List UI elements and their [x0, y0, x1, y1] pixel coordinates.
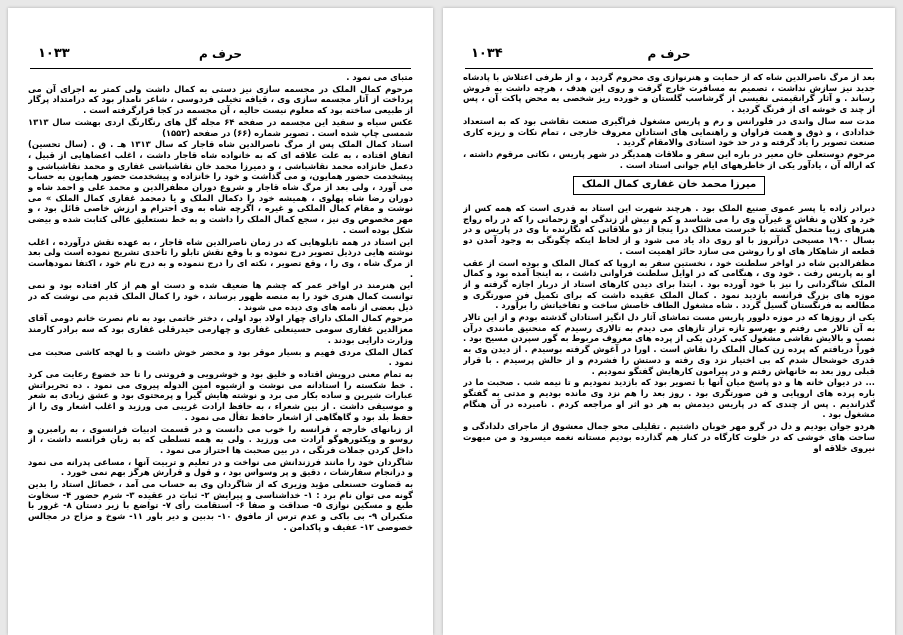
- paragraph: این استاد در همه تابلوهایی که در زمان ناصرالدین شاه قاجار ، به عهده نقش درآورده ، اغلب نوشته هایی درذیل تصویر درج نموده و با وقع نقش تابلو را تاحدی تشریح نموده است ولی بعد از مرگ شاه ، وی را ، وقع تصویر ، نکته ای را درج ننموده و به درج نام خود ، اکتفا نمودهاست .: [28, 236, 413, 279]
- left-page-header: [30, 46, 411, 69]
- paragraph: مرحوم کمال الملک در مجسمه سازی نیز دستی به کمال داشت ولی کمتر به اجرای آن می پرداخت از آثار مجسمه سازی وی ، قیافه تخیلی فردوسی ، شاعر نامدار بود که درامتداد پرگار از طبیعی ساخته بود که معلوم نیست حالیه ، آن مجسمه در کجا قرارگرفته است .: [28, 83, 413, 116]
- left-page-body: [28, 72, 413, 631]
- paragraph: عکس سیاه و سفید این مجسمه در صفحه ۶۴ مجله گل های رنگارنگ اردی بهشت سال ۱۳۱۳ شمسی چاپ شده است . تصویر شماره (۶۶) در صفحه (۱۵۵۲): [28, 116, 413, 138]
- paragraph: این هنرمند در اواخر عمر که چشم ها ضعیف شده و دست او هم از کار افتاده بود و نمی توانست کمال هنری خود را به منصه ظهور برساند ، خود را کمال الملک قدیم می نوشت که در ذیل بعضی از نامه های وی دیده می شوند .: [28, 280, 413, 312]
- paragraph: متبای می نمود .: [346, 72, 413, 82]
- paragraph: مدت سه سال واندی در فلورانس و رم و پاریس مشغول فراگیری صنعت نقاشی بود که به استعداد خدادادی ، و ذوق و همت فراوان و راهنمایی های استادان معروف خارجی ، تمام نکات و ریزه کاری صنعت تصویر را یاد گرفته و در حد خود استادی والامقام گردید .: [463, 115, 875, 148]
- paragraph: به قضاوت حسنعلی مؤید وزیری که از شاگردان وی به حساب می آمد ، خصائل استاد را بدین گونه می توان نام برد : ۱- خداشناسی و پیرایش ۲- ثبات در عقیده ۳- شرم حضور ۴- سخاوت طبع و مسکین نوازی ۵- صداقت و صفا ۶- استقامت رأی ۷- تواضع با زیر دستان ۸- غرور با متکبران ۹- بی باکی و عدم ترس از مافوق ۱۰- بدبین و دیر باور ۱۱- شوخ و مزاح در مجالس خصوصی ۱۲- عفیف و پاکدامن .: [28, 479, 413, 532]
- paragraph: مرحوم دوستعلی خان معیر در باره این سفر و ملاقات همدیگر در شهر پاریس ، نکاتی مرقوم داشته ، که اراله آن ، یادآور یکی از خاطرههای ایام جوانی استاد است .: [463, 148, 875, 170]
- paragraph: مظفرالدین شاه در اواخر سلطنت خود ، نخستین سفر به اروپا که کمال الملک و بوده است از عقب او به پاریس رفت . خود وی ، هنگامی که در اوایل سلطنت فراوانی داشت ، به اینجا آمده بود و کمال الملک شاگردانی را نیز با خود آورده بود . ابتدا برای دیدن کارهای استاد از دربار اجازه گرفته و از موزه های بزرگ فرانسه بازدید نمود . کمال الملک عقیده داشت که برای تکمیل فن صورتگری و مطالعه به فرنگستان گسیل گردد . شاه مشغول الطاف خاصش ساخت و تفاخیاتش را برآورد .: [463, 257, 875, 311]
- paragraph: یکی از روزها که در موزه دلوور پاریس مست تماشای آثار دل انگیز استادان گذشته بودم و از این تالار به آن تالار می رفتم و بهرسو تازه تراز تازهای می دیدم به تالاری رسیدم که منحنیق مانندی درآن نصب و بالایش نقاشی مشغول کپی کردن یکی از پرده های معروف مربوط به گور سپردن مسیح بود . فوراً دریافتم که پرده زن کمال الملک را نقاش است . اورا در آغوش گرفته بوسیدم . از دیدن وی به قدری خوشحال شدم که بی اختیار نزد وی رفته و دستش را فشردم و از حالش پرسیدم . با قرار قبلی روز بعد به خانهاش رفتم و در پیرامون کارهایش گفتگو نمودیم .: [463, 312, 875, 376]
- left-page: [8, 8, 433, 635]
- right-page-number: ۱۰۳۴: [471, 46, 503, 61]
- paragraph: مرحوم کمال الملک دارای چهار اولاد بود اولی ، دختر خاتمی بود به نام نصرت خانم دومی آقای معزالدین غفاری سومی حسینعلی غفاری و چهارمی حیدرقلی غفاری بود که سه برادر کارمند وزارت دارایی بودند .: [28, 313, 413, 345]
- right-header-title: حرف م: [647, 47, 691, 61]
- right-page-header: [465, 46, 873, 69]
- right-page-body: [463, 72, 875, 631]
- paragraph: شاگردان خود را مانند فرزندانش می نواخت و در تعلیم و تربیت آنها ، مساعی پدرانه می نمود و درانجام سفارشات ، دقیق و پر وسواس بود ، و قول و قرارش هرگز بهم نمی خورد .: [28, 456, 413, 478]
- paragraph: ... در دیوان خانه ها و دو پاسخ میان آنها با تصویر بود که بازدید نمودیم و تا نیمه شب . صحبت ما در باره پرده های اروپایی و فن صورتگری بود . روز بعد را هم نزد وی مانده بودیم و مدتی به گفتگو گذراندیم . پس از چندی که در پاریس دیدمش به هر دو اثر او مراجعه کردم . نامبرده در آن هنگام مشغول بود .: [463, 377, 875, 420]
- paragraph: هردو جوان بودیم و دل در گرو مهر خوبان داشتیم . تقلیلی محو جمال معشوق از ماجرای دلدادگی و ساحت های خوشی که در خلوت کارگاه در کنار هم گذارده بودیم مستانه نغمه میسرود و من مبهوت نیروی خلاقه او: [463, 421, 875, 453]
- paragraph: از زبانهای خارجه ، فرانسه را خوب می دانست و در قسمت ادبیات فرانسوی ، به رامبرن و روسو و ویکتورهوگو ارادت می ورزید . ولی به همه تسلطی که به زبان فرانسه داشت ، از داخل کردن جملات فرنگی ، در بین صحبت ها احتراز می نمود .: [28, 423, 413, 455]
- paragraph: کمال الملک مردی فهیم و بسیار موقر بود و محضر خوش داشت و با لهجه کاشی صحبت می نمود .: [28, 346, 413, 368]
- paragraph: دبرادر زاده یا پسر عموی صنیع الملک بود . هرچند شهرت این استاد به قدری است که همه کس از خرد و کلان و نقاش و غیرآن وی را می شناسد و کم و بیش از زندگی او و زحماتی را که در راه رواج هنرهای زیبا متحمل گشته با خبرست معذالک درا ینجا از دو ملاقاتی که نگارنده با وی در پاریس و در بسال ۱۹۰۰ مسیحی درآنروز با او روی داد یاد می شود و از لحاظ اینکه چگونگی به وجود آمدن دو قطعه از شاهکار های او را روشن می سازد حائز اهمیت است .: [463, 203, 875, 256]
- section-heading: میرزا محمد خان غفاری کمال الملک: [573, 176, 765, 195]
- right-page: [443, 8, 895, 635]
- paragraph: به تمام معنی درویش اقتاده و خلیق بود و خوشرویی و فروتنی را تا حد خضوع رعایت می کرد . خط شکسته را استادانه می نوشت و ازشیوه امین الدوله پیروی می نمود . ده تحریراتش عبارات شیرین و ساده بکار می برد و نوشته هایش گیرا و پرمحتوی بود و عشق زیادی به شعر و موسیقی داشت . از بین شعراء ، به حافظ ارادت غریبی می ورزید و اغلب اشعار وی را از حفظ بلد بود و گاهگاهی از اشعار حافظ تفأل می نمود .: [28, 368, 413, 422]
- paragraph: بعد از مرگ ناصرالدین شاه که از حمایت و هنرنوازی وی محروم گردید ، و از طرفی اعتلاش با پادشاه جدید نیز سازش نداشت ، تصمیم به مسافرت خارج گرفت و روی این هدف ، هرچه داشت به فروش رساند . و آثار گرانقیمتی نفیسی از گرشاسب گلستان و خورده ریز شخصی به محض پاکت آن ، پس از چند ی خوشه ای از فرنگ گردید .: [463, 72, 875, 115]
- paragraph: استاد کمال الملک پس از مرگ ناصرالدین شاه قاجار که سال ۱۳۱۳ هـ . ق . (سال تحسین) اتفاق افتاده ، به علت علاقه ای که به خانواده شاه قاجار داشت ، اغلب اعضاهایی از قبیل ، دعمل خانزاده محمد نقاشباشی ، و دمیرزا محمد خان نقاشباشی غفاری و محمد نقاشباشی و پیشخدمت حضور همایون، و می گذاشت و خود را خانزاده و پیشخدمت حضور همایون به حساب می آورد ، ولی بعد از مرگ شاه قاجار و شروع دوران مظفرالدین و محمد علی و احمد شاه و دوران رضا شاه پهلوی ، همیشه خود را دکمال الملک و یا دمحمد غفاری کمال الملک » می نوشت و مقام کمال الملکی و غیره ، اگرچه شاه به وی احترام و ارزش خاصی قائل بود ، و مهر مخصوص وی نیز ، سجع کمال الملک را داشت و به خط نستعلیق عالی کتابت شده و بیضی شکل بوده است .: [28, 139, 413, 235]
- left-header-title: حرف م: [198, 47, 243, 61]
- left-page-number: ۱۰۳۳: [38, 46, 70, 61]
